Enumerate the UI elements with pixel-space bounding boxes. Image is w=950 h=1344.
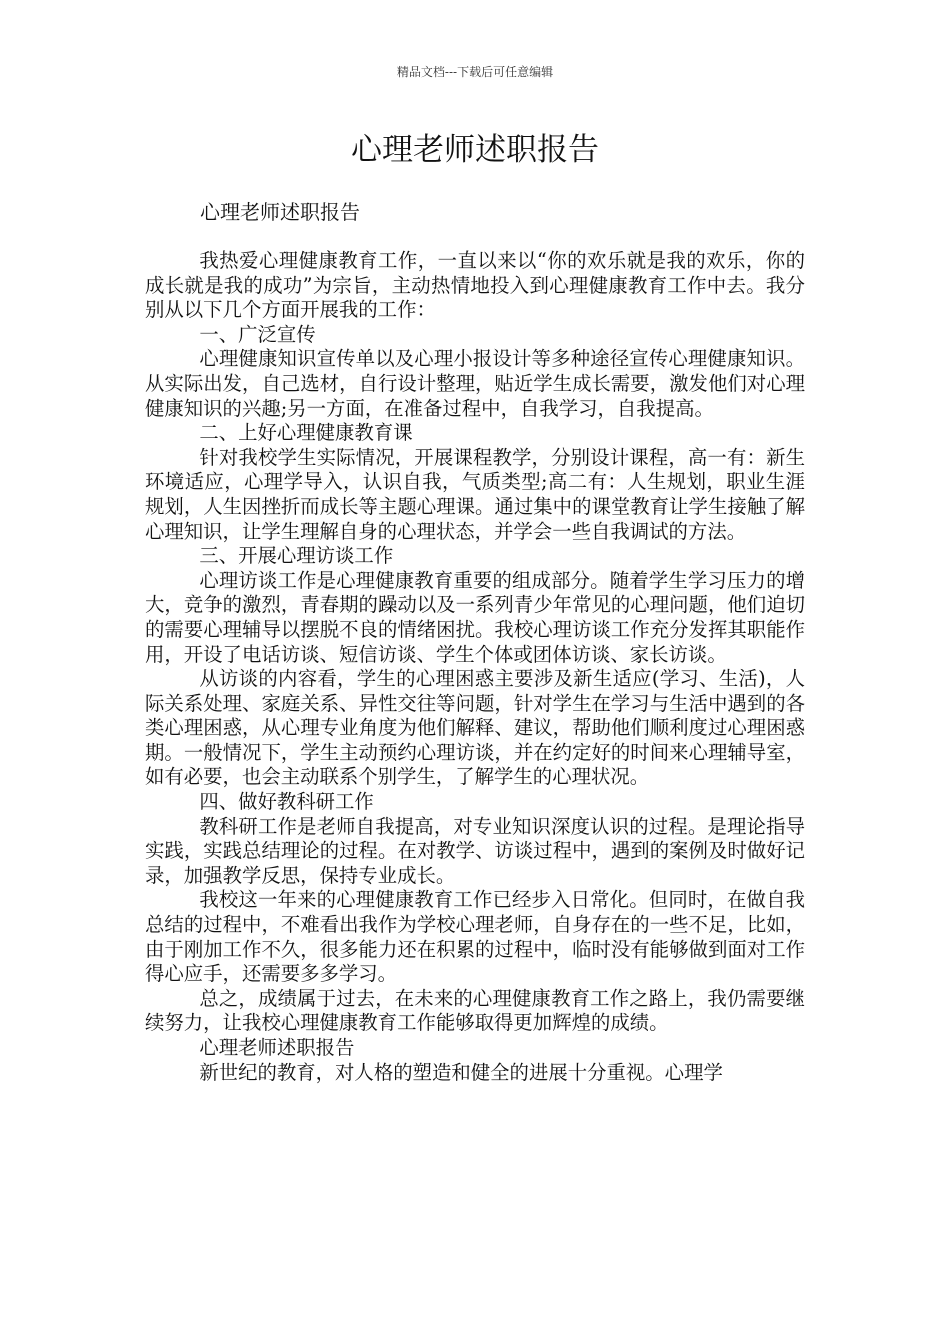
- section-title-repeat: 心理老师述职报告: [199, 1036, 355, 1059]
- paragraph-conclusion: 总之，成绩属于过去，在未来的心理健康教育工作之路上，我仍需要继续努力，让我校心理健康教育工作能够取得更加辉煌的成绩。: [145, 986, 805, 1035]
- document-subtitle: 心理老师述职报告: [200, 200, 360, 224]
- section-heading-3: 三、开展心理访谈工作: [199, 544, 394, 568]
- paragraph-intro: 我热爱心理健康教育工作，一直以来以“你的欢乐就是我的欢乐，你的成长就是我的成功”为宗旨，主动热情地投入到心理健康教育工作中去。我分别从以下几个方面开展我的工作：: [145, 249, 805, 322]
- paragraph: 针对我校学生实际情况，开展课程教学，分别设计课程，高一有：新生环境适应，心理学导入，认识自我，气质类型;高二有：人生规划，职业生涯规划，人生因挫折而成长等主题心理课。通过集中的课堂教育让学生接触了解心理知识，让学生理解自身的心理状态，并学会一些自我调试的方法。: [145, 445, 805, 543]
- paragraph: 教科研工作是老师自我提高，对专业知识深度认识的过程。是理论指导实践，实践总结理论的过程。在对教学、访谈过程中，遇到的案例及时做好记录，加强教学反思，保持专业成长。: [145, 814, 805, 887]
- document-body: [145, 249, 805, 1085]
- section-heading-2: 二、上好心理健康教育课: [199, 421, 413, 445]
- page-header-note: 精品文档---下载后可任意编辑: [396, 65, 554, 79]
- paragraph: 心理访谈工作是心理健康教育重要的组成部分。随着学生学习压力的增大，竞争的激烈，青春期的躁动以及一系列青少年常见的心理问题，他们迫切的需要心理辅导以摆脱不良的情绪困扰。我校心理访谈工作充分发挥其职能作用，开设了电话访谈、短信访谈、学生个体或团体访谈、家长访谈。: [145, 568, 805, 666]
- document-title: 心理老师述职报告: [351, 132, 599, 168]
- paragraph: 我校这一年来的心理健康教育工作已经步入日常化。但同时，在做自我总结的过程中，不难看出我作为学校心理老师，自身存在的一些不足，比如，由于刚加工作不久，很多能力还在积累的过程中，临时没有能够做到面对工作得心应手，还需要多多学习。: [145, 888, 805, 986]
- section-heading-1: 一、广泛宣传: [199, 322, 316, 346]
- paragraph: 从访谈的内容看，学生的心理困惑主要涉及新生适应(学习、生活)，人际关系处理、家庭关系、异性交往等问题，针对学生在学习与生活中遇到的各类心理困惑，从心理专业角度为他们解释、建议，帮助他们顺利度过心理困惑期。一般情况下，学生主动预约心理访谈，并在约定好的时间来心理辅导室，如有必要，也会主动联系个别学生，了解学生的心理状况。: [145, 667, 805, 789]
- paragraph: 新世纪的教育，对人格的塑造和健全的进展十分重视。心理学: [199, 1060, 723, 1084]
- section-heading-4: 四、做好教科研工作: [199, 790, 374, 814]
- paragraph: 心理健康知识宣传单以及心理小报设计等多种途径宣传心理健康知识。从实际出发，自己选材，自行设计整理，贴近学生成长需要，激发他们对心理健康知识的兴趣;另一方面，在准备过程中，自我学习，自我提高。: [145, 347, 805, 420]
